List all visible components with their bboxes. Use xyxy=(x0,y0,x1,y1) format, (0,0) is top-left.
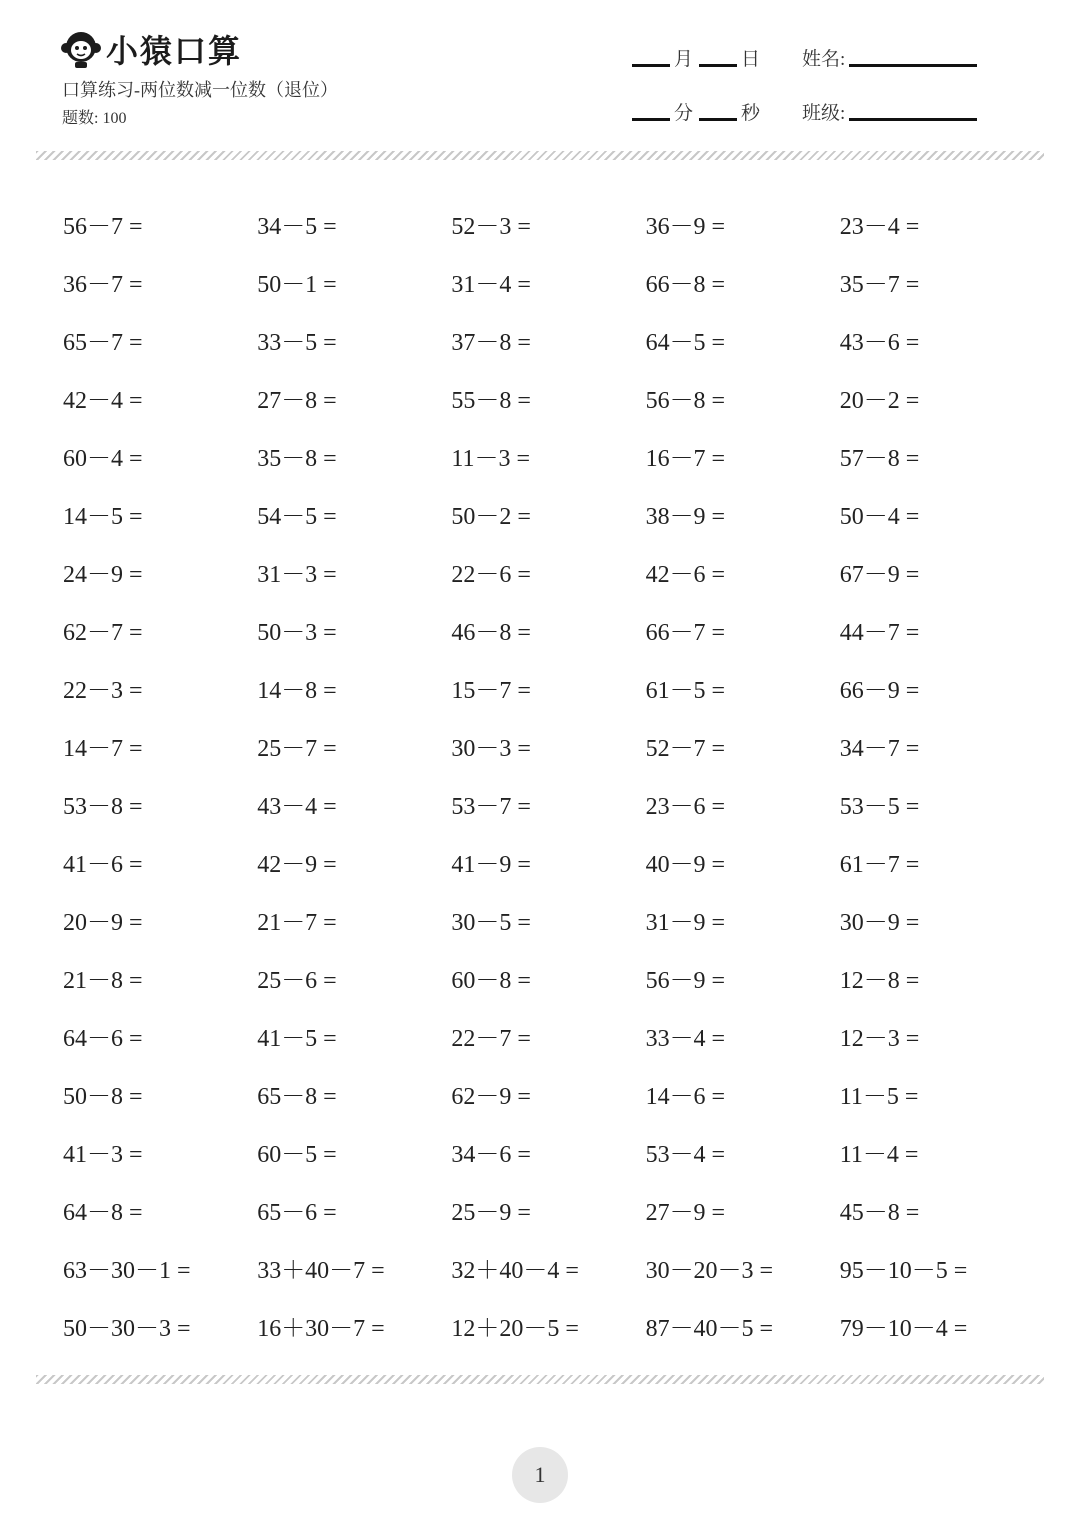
problem-item: 56－9 = xyxy=(645,967,726,994)
problem-item: 11－3 = xyxy=(451,445,531,472)
problem-item: 50－30－3 = xyxy=(63,1315,191,1342)
problem-row xyxy=(63,600,1043,658)
problem-item: 12－3 = xyxy=(839,1025,920,1052)
problem-row xyxy=(63,368,1043,426)
problem-item: 53－7 = xyxy=(451,793,531,820)
problem-item: 41－3 = xyxy=(63,1141,143,1168)
problem-item: 50－3 = xyxy=(257,619,337,646)
problem-item: 60－5 = xyxy=(257,1141,337,1168)
problem-item: 14－6 = xyxy=(645,1083,726,1110)
problem-item: 23－6 = xyxy=(645,793,726,820)
problem-item: 22－6 = xyxy=(451,561,531,588)
problem-item: 61－5 = xyxy=(645,677,726,704)
problem-item: 23－4 = xyxy=(839,213,920,240)
problem-item: 12＋20－5 = xyxy=(451,1315,579,1342)
problem-item: 31－9 = xyxy=(645,909,726,936)
problem-item: 14－5 = xyxy=(63,503,143,530)
name-blank xyxy=(849,63,977,67)
name-label: 姓名: xyxy=(802,49,846,70)
problem-item: 64－6 = xyxy=(63,1025,143,1052)
problem-row xyxy=(63,1064,1043,1122)
month-blank xyxy=(632,63,670,67)
problem-row xyxy=(63,774,1043,832)
second-label: 秒 xyxy=(741,103,761,124)
problem-item: 52－3 = xyxy=(451,213,531,240)
problem-item: 34－5 = xyxy=(257,213,337,240)
problem-item: 55－8 = xyxy=(451,387,531,414)
problem-row xyxy=(63,310,1043,368)
bottom-divider xyxy=(36,1375,1044,1384)
minute-blank xyxy=(632,117,670,121)
problem-item: 27－8 = xyxy=(257,387,337,414)
problem-item: 57－8 = xyxy=(839,445,920,472)
problem-count-value: 100 xyxy=(102,110,127,127)
problem-item: 30－5 = xyxy=(451,909,531,936)
problem-item: 20－2 = xyxy=(839,387,920,414)
problem-row xyxy=(63,948,1043,1006)
problem-row xyxy=(63,484,1043,542)
problem-item: 14－7 = xyxy=(63,735,143,762)
minute-label: 分 xyxy=(674,103,694,124)
problem-item: 41－5 = xyxy=(257,1025,337,1052)
page-number: 1 xyxy=(512,1447,568,1503)
problem-row xyxy=(63,542,1043,600)
problem-item: 35－8 = xyxy=(257,445,337,472)
class-blank xyxy=(849,117,977,121)
problem-item: 30－20－3 = xyxy=(645,1257,774,1284)
problem-item: 60－4 = xyxy=(63,445,143,472)
problem-row xyxy=(63,426,1043,484)
problem-item: 33＋40－7 = xyxy=(257,1257,385,1284)
problem-item: 35－7 = xyxy=(839,271,920,298)
problem-item: 30－3 = xyxy=(451,735,531,762)
problem-item: 46－8 = xyxy=(451,619,531,646)
monkey-logo-icon xyxy=(60,28,102,70)
problem-item: 50－1 = xyxy=(257,271,337,298)
problem-item: 32＋40－4 = xyxy=(451,1257,579,1284)
problem-item: 61－7 = xyxy=(839,851,920,878)
problem-item: 64－8 = xyxy=(63,1199,143,1226)
class-label: 班级: xyxy=(802,103,846,124)
problem-item: 12－8 = xyxy=(839,967,920,994)
problem-row xyxy=(63,1238,1043,1296)
problem-row xyxy=(63,194,1043,252)
problem-row xyxy=(63,1296,1043,1354)
brand xyxy=(60,26,242,72)
problem-item: 65－7 = xyxy=(63,329,143,356)
problem-item: 31－4 = xyxy=(451,271,531,298)
problem-item: 30－9 = xyxy=(839,909,920,936)
problem-item: 22－3 = xyxy=(63,677,143,704)
problem-item: 15－7 = xyxy=(451,677,531,704)
day-label: 日 xyxy=(741,49,761,70)
problem-item: 50－4 = xyxy=(839,503,920,530)
problem-item: 21－8 = xyxy=(63,967,143,994)
problem-item: 42－4 = xyxy=(63,387,143,414)
problem-item: 64－5 = xyxy=(645,329,726,356)
problem-item: 95－10－5 = xyxy=(839,1257,968,1284)
problem-item: 42－9 = xyxy=(257,851,337,878)
problem-grid xyxy=(63,194,1043,1354)
problem-item: 36－7 = xyxy=(63,271,143,298)
problem-item: 11－4 = xyxy=(839,1141,919,1168)
problem-row xyxy=(63,252,1043,310)
problem-item: 50－2 = xyxy=(451,503,531,530)
problem-row xyxy=(63,658,1043,716)
problem-item: 37－8 = xyxy=(451,329,531,356)
problem-item: 62－9 = xyxy=(451,1083,531,1110)
problem-item: 36－9 = xyxy=(645,213,726,240)
problem-item: 53－5 = xyxy=(839,793,920,820)
problem-item: 63－30－1 = xyxy=(63,1257,191,1284)
problem-item: 27－9 = xyxy=(645,1199,726,1226)
worksheet-subtitle: 口算练习-两位数减一位数（退位） xyxy=(62,80,338,100)
problem-item: 16＋30－7 = xyxy=(257,1315,385,1342)
problem-item: 44－7 = xyxy=(839,619,920,646)
problem-item: 11－5 = xyxy=(839,1083,919,1110)
problem-item: 34－7 = xyxy=(839,735,920,762)
problem-item: 62－7 = xyxy=(63,619,143,646)
problem-item: 42－6 = xyxy=(645,561,726,588)
problem-item: 25－6 = xyxy=(257,967,337,994)
problem-item: 24－9 = xyxy=(63,561,143,588)
problem-item: 56－8 = xyxy=(645,387,726,414)
problem-item: 16－7 = xyxy=(645,445,726,472)
problem-row xyxy=(63,890,1043,948)
problem-item: 43－4 = xyxy=(257,793,337,820)
problem-item: 66－8 = xyxy=(645,271,726,298)
problem-row xyxy=(63,716,1043,774)
top-divider xyxy=(36,151,1044,160)
problem-item: 22－7 = xyxy=(451,1025,531,1052)
problem-item: 25－7 = xyxy=(257,735,337,762)
time-fields xyxy=(632,98,981,125)
problem-item: 41－9 = xyxy=(451,851,531,878)
problem-item: 40－9 = xyxy=(645,851,726,878)
problem-count-label: 题数: xyxy=(62,110,99,127)
problem-item: 56－7 = xyxy=(63,213,143,240)
problem-item: 66－9 = xyxy=(839,677,920,704)
problem-item: 31－3 = xyxy=(257,561,337,588)
problem-item: 34－6 = xyxy=(451,1141,531,1168)
problem-row xyxy=(63,1122,1043,1180)
problem-item: 79－10－4 = xyxy=(839,1315,968,1342)
problem-item: 67－9 = xyxy=(839,561,920,588)
month-label: 月 xyxy=(674,49,694,70)
problem-item: 25－9 = xyxy=(451,1199,531,1226)
problem-item: 33－5 = xyxy=(257,329,337,356)
problem-item: 33－4 = xyxy=(645,1025,726,1052)
problem-row xyxy=(63,1006,1043,1064)
problem-item: 66－7 = xyxy=(645,619,726,646)
problem-item: 45－8 = xyxy=(839,1199,920,1226)
day-blank xyxy=(699,63,737,67)
second-blank xyxy=(699,117,737,121)
problem-item: 52－7 = xyxy=(645,735,726,762)
problem-item: 38－9 = xyxy=(645,503,726,530)
problem-item: 60－8 = xyxy=(451,967,531,994)
problem-item: 43－6 = xyxy=(839,329,920,356)
problem-item: 20－9 = xyxy=(63,909,143,936)
date-fields xyxy=(632,44,981,71)
problem-item: 53－4 = xyxy=(645,1141,726,1168)
problem-item: 65－6 = xyxy=(257,1199,337,1226)
problem-item: 87－40－5 = xyxy=(645,1315,774,1342)
problem-item: 50－8 = xyxy=(63,1083,143,1110)
brand-name: 小猿口算 xyxy=(106,32,243,70)
problem-item: 14－8 = xyxy=(257,677,337,704)
problem-item: 54－5 = xyxy=(257,503,337,530)
problem-item: 41－6 = xyxy=(63,851,143,878)
problem-row xyxy=(63,832,1043,890)
problem-item: 53－8 = xyxy=(63,793,143,820)
problem-row xyxy=(63,1180,1043,1238)
problem-item: 65－8 = xyxy=(257,1083,337,1110)
problem-item: 21－7 = xyxy=(257,909,337,936)
problem-count xyxy=(62,105,126,128)
